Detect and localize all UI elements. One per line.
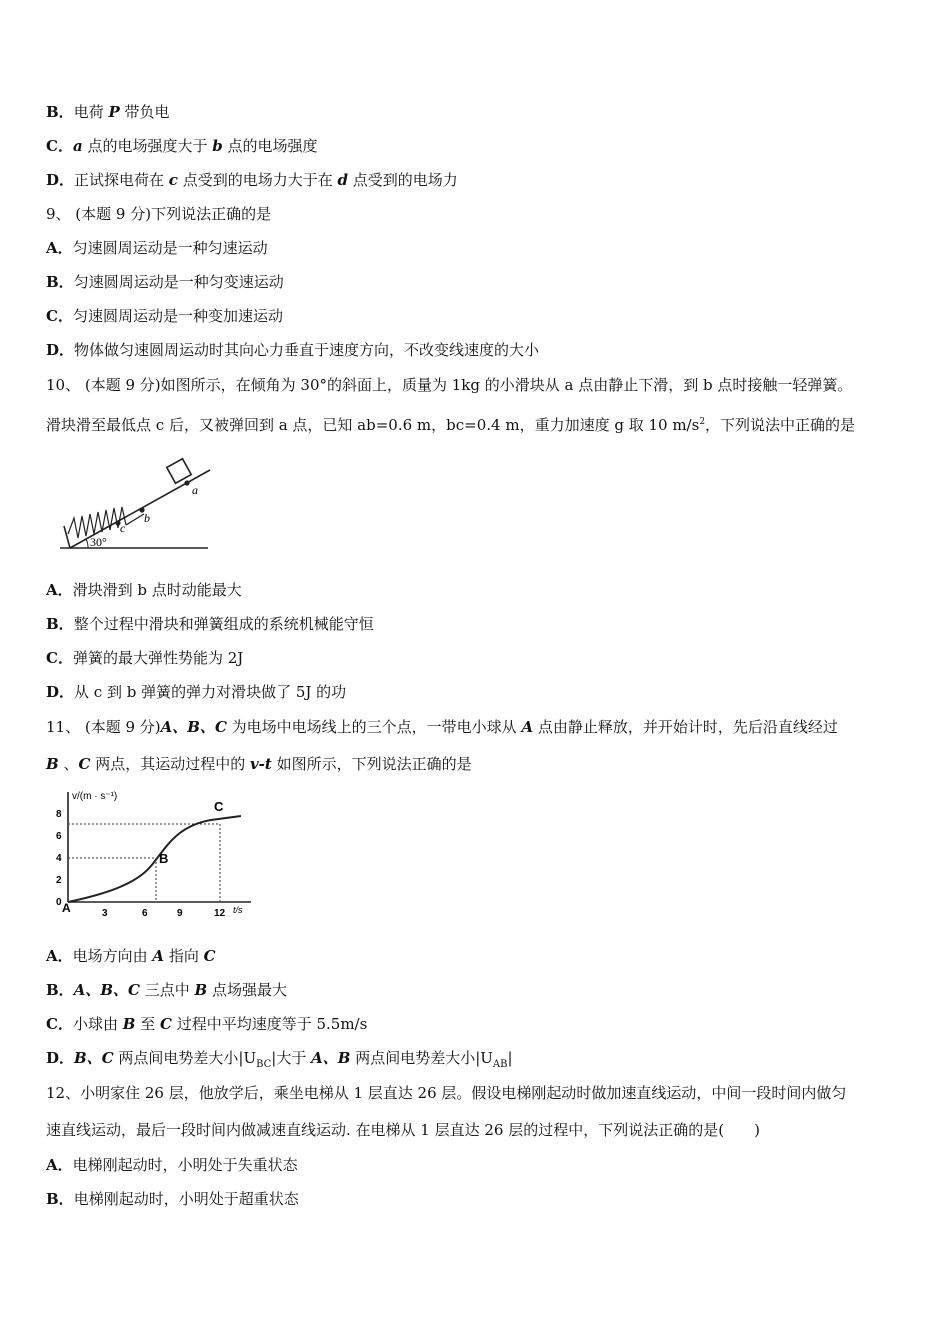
point-A-label: A (62, 901, 71, 915)
vt-graph (46, 786, 258, 920)
vt-curve (68, 816, 241, 902)
x-tick-9: 9 (177, 908, 183, 919)
q11-option-b: B．A、B、C 三点中 B 点场强最大 (46, 981, 287, 999)
q11-option-d: D．B、C 两点间电势差大小$|U_{BC}|$大于 A、B 两点间电势差大小$|U_{AB}|$ (46, 1049, 513, 1070)
angle-arc (86, 539, 88, 548)
label-b: b (144, 511, 150, 525)
y-tick-4: 4 (56, 853, 62, 864)
angle-label: 30° (90, 535, 107, 549)
q9-stem: 9、 (本题 9 分)下列说法正确的是 (46, 205, 272, 223)
q8-option-c: C．a 点的电场强度大于 b 点的电场强度 (46, 137, 318, 155)
q11-option-c: C．小球由 B 至 C 过程中平均速度等于 5.5m/s (46, 1015, 368, 1033)
q8-option-d: D．正试探电荷在 c 点受到的电场力大于在 d 点受到的电场力 (46, 171, 458, 189)
q12-option-a: A．电梯刚起动时，小明处于失重状态 (46, 1156, 298, 1174)
y-tick-8: 8 (56, 809, 62, 820)
q10-stem-line2: 滑块滑至最低点 c 后，又被弹回到 a 点，已知 ab=0.6 m，bc=0.4 m，重力加速度 g 取 10 $m/s^2$，下列说法中正确的是 (46, 416, 856, 434)
q8-option-b: B．电荷 P 带负电 (46, 103, 170, 121)
point-C-label: C (214, 799, 224, 814)
q11-option-a: A．电场方向由 A 指向 C (46, 947, 216, 965)
q10-option-a: A．滑块滑到 b 点时动能最大 (46, 581, 242, 599)
x-tick-12: 12 (214, 908, 226, 919)
y-tick-0: 0 (56, 897, 62, 908)
label-a: a (192, 483, 198, 497)
slider-block (167, 459, 191, 483)
q12-stem-line1: 12、小明家住 26 层，他放学后，乘坐电梯从 1 层直达 26 层。假设电梯刚起动时做加速直线运动，中间一段时间内做匀 (46, 1084, 847, 1102)
q12-stem-line2: 速直线运动，最后一段时间内做减速直线运动. 在电梯从 1 层直达 26 层的过程中，下列说法正确的是( ) (46, 1121, 760, 1139)
q10-stem-line1: 10、 (本题 9 分)如图所示，在倾角为 30°的斜面上，质量为 1kg 的小滑块从 a 点由静止下滑，到 b 点时接触一轻弹簧。 (46, 376, 853, 394)
q10-option-b: B．整个过程中滑块和弹簧组成的系统机械能守恒 (46, 615, 374, 633)
q10-option-c: C．弹簧的最大弹性势能为 2J (46, 649, 244, 667)
q9-option-a: A．匀速圆周运动是一种匀速运动 (46, 239, 268, 257)
q11-stem-line2: B 、C 两点，其运动过程中的 v-t 如图所示，下列说法正确的是 (46, 755, 472, 773)
label-c: c (120, 521, 126, 535)
point-a-dot (184, 480, 189, 485)
q10-option-d: D．从 c 到 b 弹簧的弹力对滑块做了 5J 的功 (46, 683, 347, 701)
x-tick-3: 3 (102, 908, 108, 919)
point-B-label: B (159, 851, 169, 866)
y-axis-label: v/(m · s⁻¹) (72, 791, 118, 802)
x-axis-unit: t/s (233, 905, 243, 915)
y-tick-6: 6 (56, 831, 62, 842)
q9-option-d: D．物体做匀速圆周运动时其向心力垂直于速度方向，不改变线速度的大小 (46, 341, 540, 359)
y-tick-2: 2 (56, 875, 62, 886)
incline-spring-figure (50, 450, 220, 560)
q11-stem-line1: 11、 (本题 9 分)A、B、C 为电场中电场线上的三个点，一带电小球从 A 点由静止释放，并开始计时，先后沿直线经过 (46, 718, 838, 736)
wall-line (64, 526, 70, 548)
q9-option-b: B．匀速圆周运动是一种匀变速运动 (46, 273, 284, 291)
q12-option-b: B．电梯刚起动时，小明处于超重状态 (46, 1190, 299, 1208)
q9-option-c: C．匀速圆周运动是一种变加速运动 (46, 307, 283, 325)
x-tick-6: 6 (142, 908, 148, 919)
